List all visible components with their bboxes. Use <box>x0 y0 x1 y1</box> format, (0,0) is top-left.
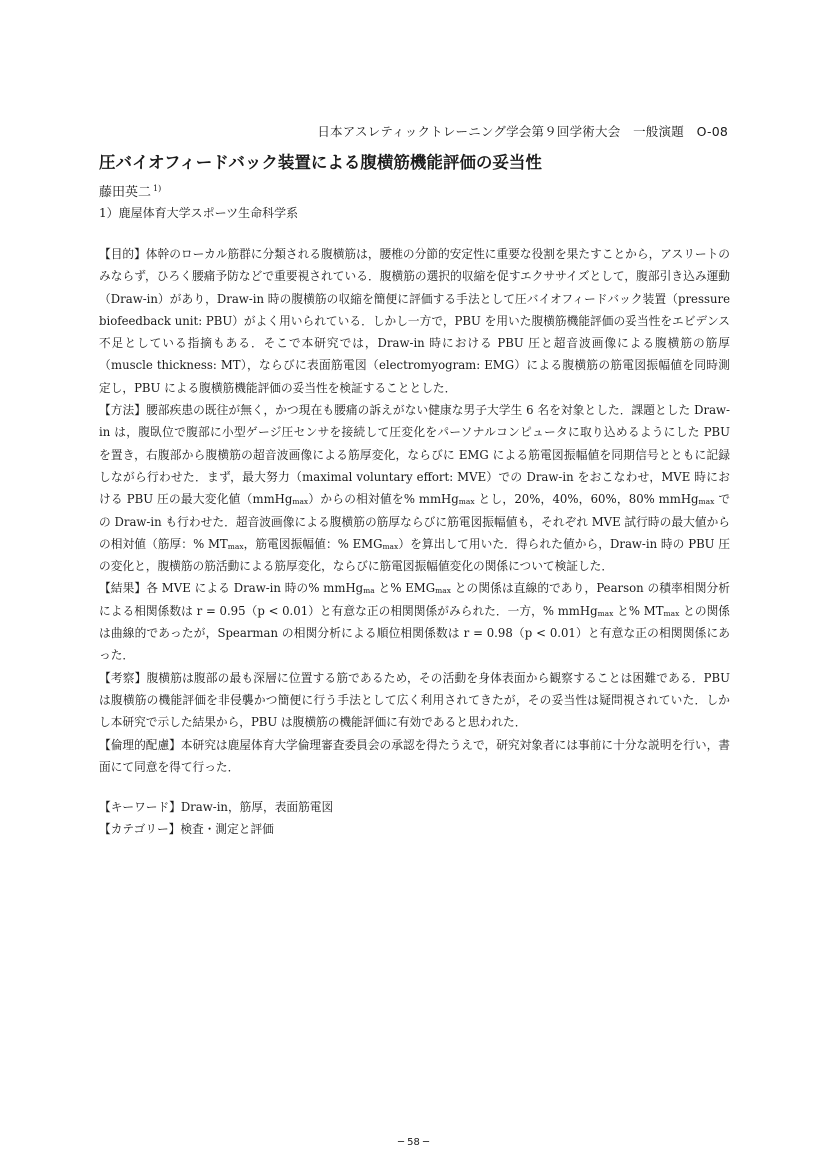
paragraph-text: とし，20%，40%，60%，80% mmHg <box>474 492 699 507</box>
affiliation: 1）鹿屋体育大学スポーツ生命科学系 <box>99 206 299 220</box>
subscript: max <box>382 541 399 551</box>
abstract-paragraph <box>99 667 730 734</box>
subscript: max <box>597 608 614 618</box>
paragraph-text: 本研究は鹿屋体育大学倫理審査委員会の承認を得たうえで，研究対象者には事前に十分な説明を行い，書面にて同意を得て行った． <box>99 737 730 774</box>
paragraph-text: 腹横筋は腹部の最も深層に位置する筋であるため，その活動を身体表面から観察することは困難である．PBU は腹横筋の機能評価を非侵襲かつ簡便に行う手法として広く利用されてきたが，その妥当性は疑問視されていた．しかし本研究で示した結果から，PBU は腹横筋の機能評価に有効であると思われた． <box>99 670 730 730</box>
author-line <box>99 181 161 200</box>
conference-header: 日本アスレティックトレーニング学会第９回学術大会 一般演題 O-08 <box>317 124 728 139</box>
subscript: max <box>292 497 309 507</box>
abstract-paragraph <box>99 577 730 666</box>
paragraph-text: ）を算出して用いた．得られた値から，Draw-in 時の PBU 圧の変化と，腹横筋の筋活動による筋厚変化，ならびに筋電図振幅値変化の関係について検証した． <box>99 536 731 574</box>
paragraph-text: 各 MVE による Draw-in 時の% mmHg <box>146 581 364 596</box>
subscript: ma <box>363 586 375 596</box>
abstract-body <box>99 243 730 778</box>
subscript: max <box>698 497 715 507</box>
abstract-paragraph <box>99 734 730 779</box>
subscript: max <box>227 541 244 551</box>
subscript: max <box>458 497 475 507</box>
paragraph-text: ）からの相対値を% mmHg <box>308 492 459 507</box>
paper-title: 圧バイオフィードバック装置による腹横筋機能評価の妥当性 <box>99 153 542 172</box>
author-name: 藤田英二 <box>99 185 152 200</box>
paragraph-text: 腰部疾患の既往が無く，かつ現在も腰痛の訴えがない健康な男子大学生 6 名を対象とした．課題とした Draw-in は，腹臥位で腹部に小型ゲージ圧センサを接続して圧変化をパーソナルコンピュータに取り込めるようにした PBU を置き，右腹部から腹横筋の超音波画像による筋厚変化，ならびに EMG による筋電図振幅値を同期信号とともに記録しながら行わせた．まず，最大努力（maximal voluntary effort: MVE）での Draw-in をおこなわせ，MVE 時における PBU 圧の最大変化値（mmHg <box>99 403 730 507</box>
abstract-paragraph <box>99 243 730 399</box>
paragraph-text: と% MT <box>613 603 664 618</box>
section-label: 【倫理的配慮】 <box>99 737 181 752</box>
paragraph-text: と% EMG <box>374 581 436 596</box>
section-label: 【考察】 <box>99 670 147 685</box>
paragraph-text: との関係は直線的であり，Pearson の積率相関分析による相関係数は r = 0.95（p < 0.01）と有意な正の相関関係がみられた．一方，% mmHg <box>99 581 730 618</box>
category-line: 【カテゴリー】検査・測定と評価 <box>99 822 274 836</box>
paragraph-text: での Draw-in も行わせた．超音波画像による腹横筋の筋厚ならびに筋電図振幅値も，それぞれ MVE 試行時の最大値からの相対値（筋厚：% MT <box>99 492 731 551</box>
paragraph-text: との関係は曲線的であったが，Spearman の相関分析による順位相関係数は r = 0.98（p < 0.01）と有意な正の相関関係にあった． <box>99 603 730 663</box>
section-label: 【結果】 <box>99 581 147 596</box>
subscript: max <box>663 608 680 618</box>
author-affiliation-mark: 1) <box>153 184 162 193</box>
page-number: ─ 58 ─ <box>397 1137 430 1148</box>
keywords-line: 【キーワード】Draw-in，筋厚，表面筋電図 <box>99 800 334 814</box>
section-label: 【方法】 <box>99 403 147 418</box>
paragraph-text: 体幹のローカル筋群に分類される腹横筋は，腰椎の分節的安定性に重要な役割を果たすことから，アスリートのみならず，ひろく腰痛予防などで重要視されている．腹横筋の選択的収縮を促すエクササイズとして，腹部引き込み運動（Draw-in）があり，Draw-in 時の腹横筋の収縮を簡便に評価する手法として圧バイオフィードバック装置（pressure biofeedback unit: PBU）がよく用いられている．しかし一方で，PBU を用いた腹横筋機能評価の妥当性をエビデンス不足としている指摘もある．そこで本研究では，Draw-in 時における PBU 圧と超音波画像による腹横筋の筋厚（muscle thickness: MT），ならびに表面筋電図（electromyogram: EMG）による腹横筋の筋電図振幅値を同時測定し，PBU による腹横筋機能評価の妥当性を検証することとした． <box>99 247 730 395</box>
section-label: 【目的】 <box>99 247 146 261</box>
paragraph-text: ，筋電図振幅値：% EMG <box>243 536 383 551</box>
abstract-paragraph <box>99 399 730 577</box>
subscript: max <box>435 586 451 596</box>
